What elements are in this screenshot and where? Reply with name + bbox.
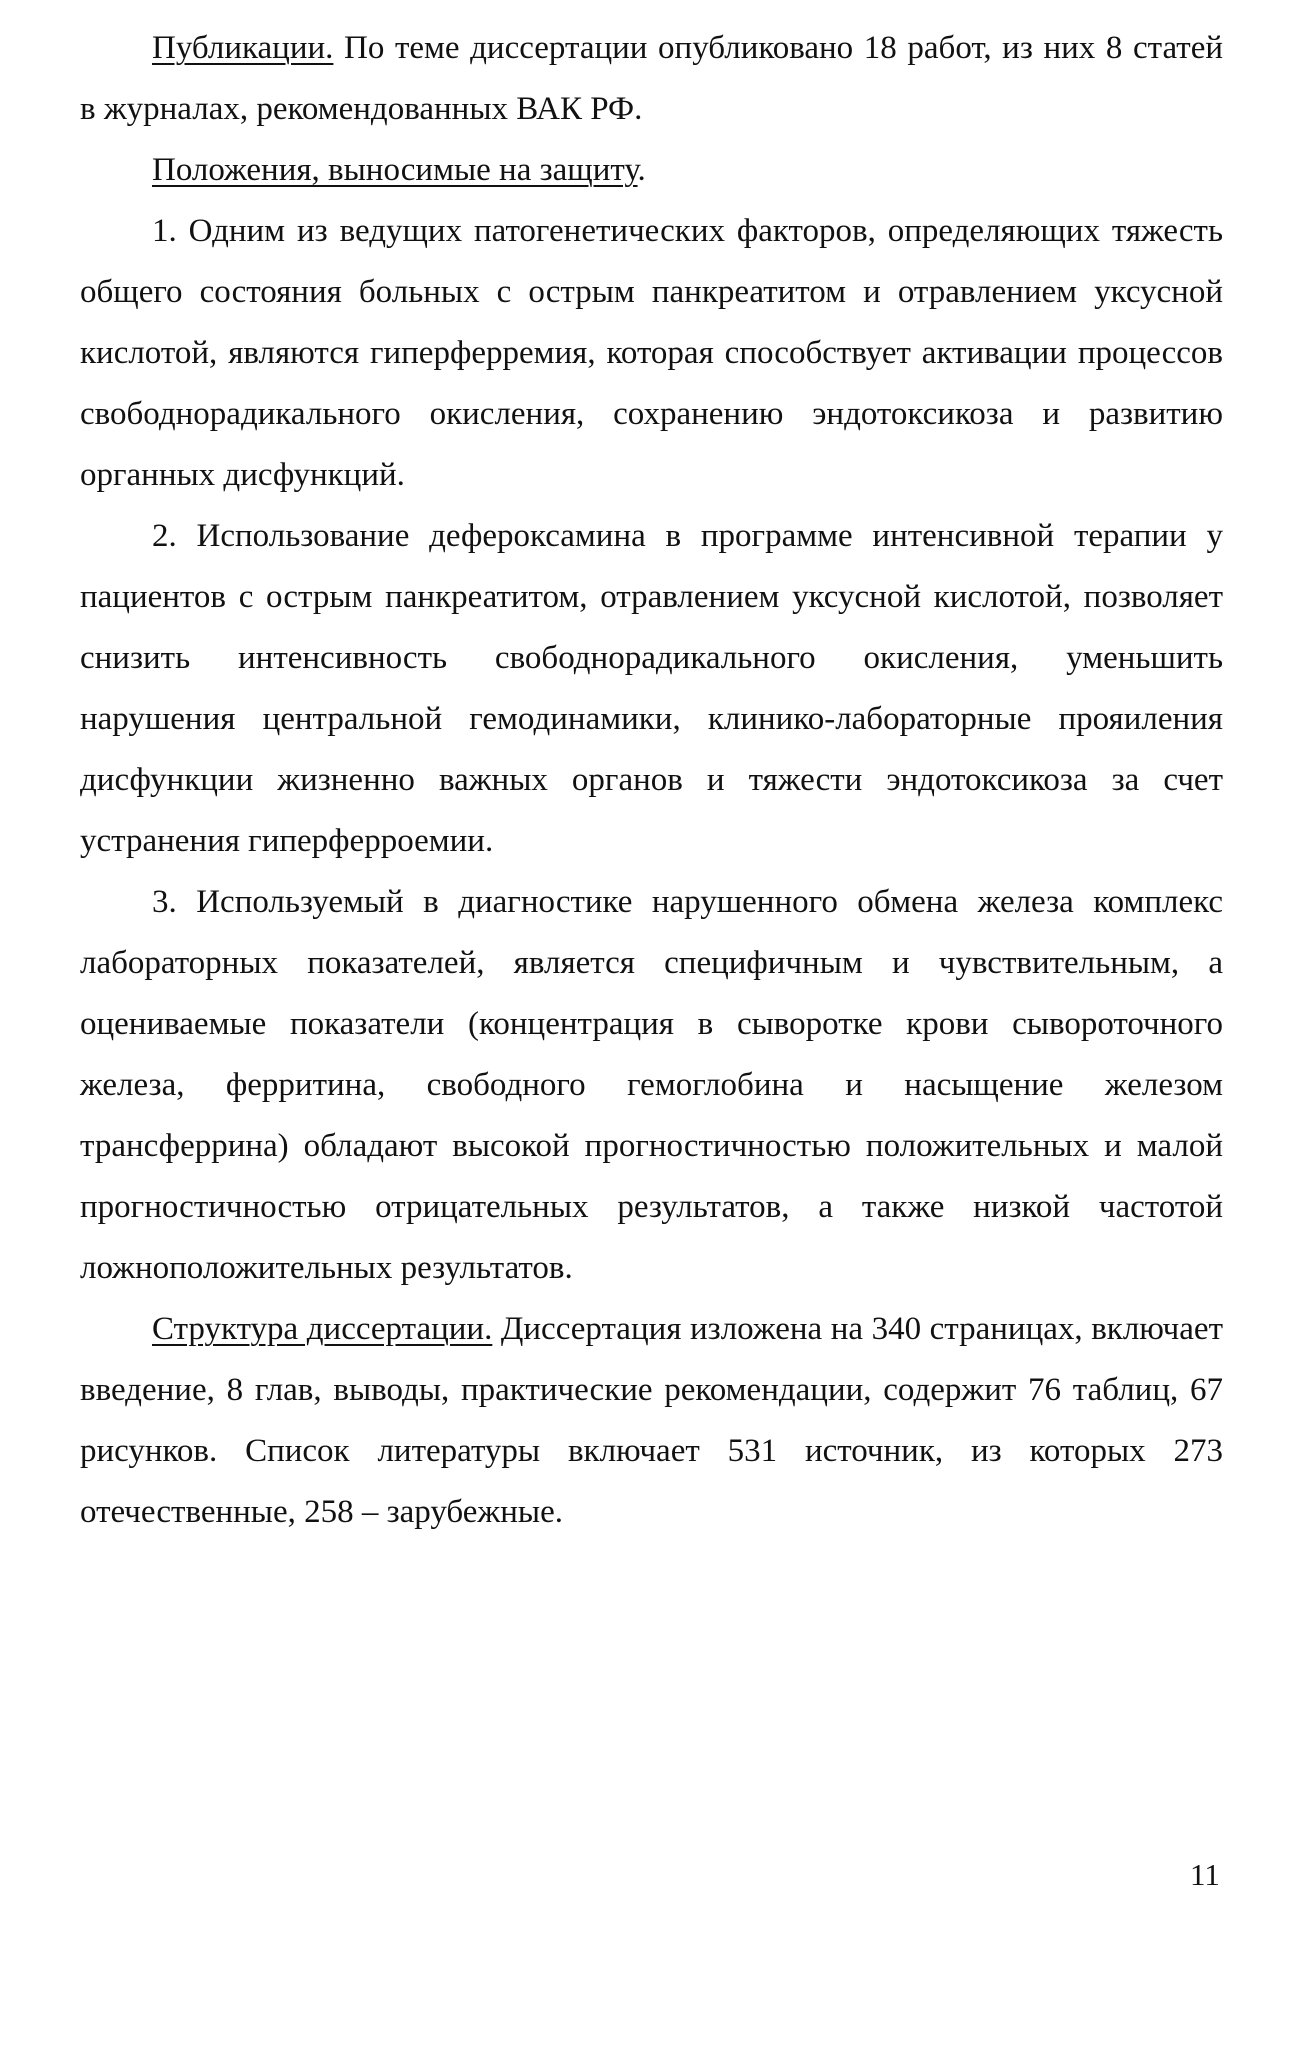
structure-paragraph bbox=[80, 1299, 1223, 1543]
publications-paragraph bbox=[80, 18, 1223, 140]
structure-heading: Структура диссертации. bbox=[152, 1311, 493, 1347]
page-number: 11 bbox=[1190, 1857, 1220, 1892]
structure-text: Диссертация изложена на 340 страницах, включает введение, 8 глав, выводы, практические рекомендации, содержит 76 таблиц, 67 рисунков. Список литературы включает 531 источник, из которых 273 отечественные, 258 – зарубежные. bbox=[80, 1311, 1223, 1530]
publications-heading: Публикации. bbox=[152, 30, 334, 66]
thesis-item-2: 2. Использование дефероксамина в программе интенсивной терапии у пациентов с острым панкреатитом, отравлением уксусной кислотой, позволяет снизить интенсивность свободнорадикального окисления, уменьшить нарушения центральной гемодинамики, клинико-лабораторные прояиления дисфункции жизненно важных органов и тяжести эндотоксикоза за счет устранения гиперферроемии. bbox=[80, 518, 1223, 859]
theses-heading: Положения, выносимые на защиту bbox=[152, 152, 638, 188]
theses-heading-paragraph bbox=[80, 140, 1223, 201]
publications-text: По теме диссертации опубликовано 18 работ, из них 8 статей в журналах, рекомендованных ВАК РФ. bbox=[80, 30, 1223, 127]
thesis-item-1: 1. Одним из ведущих патогенетических факторов, определяющих тяжесть общего состояния больных с острым панкреатитом и отравлением уксусной кислотой, являются гиперферремия, которая способствует активации процессов свободнорадикального окисления, сохранению эндотоксикоза и развитию органных дисфункций. bbox=[80, 213, 1223, 493]
thesis-item-3: 3. Используемый в диагностике нарушенного обмена железа комплекс лабораторных показателей, является специфичным и чувствительным, а оцениваемые показатели (концентрация в сыворотке крови сывороточного железа, ферритина, свободного гемоглобина и насыщение железом трансферрина) обладают высокой прогностичностью положительных и малой прогностичностью отрицательных результатов, а также низкой частотой ложноположительных результатов. bbox=[80, 884, 1223, 1286]
theses-heading-suffix: . bbox=[637, 152, 646, 188]
page-body bbox=[80, 18, 1223, 1543]
